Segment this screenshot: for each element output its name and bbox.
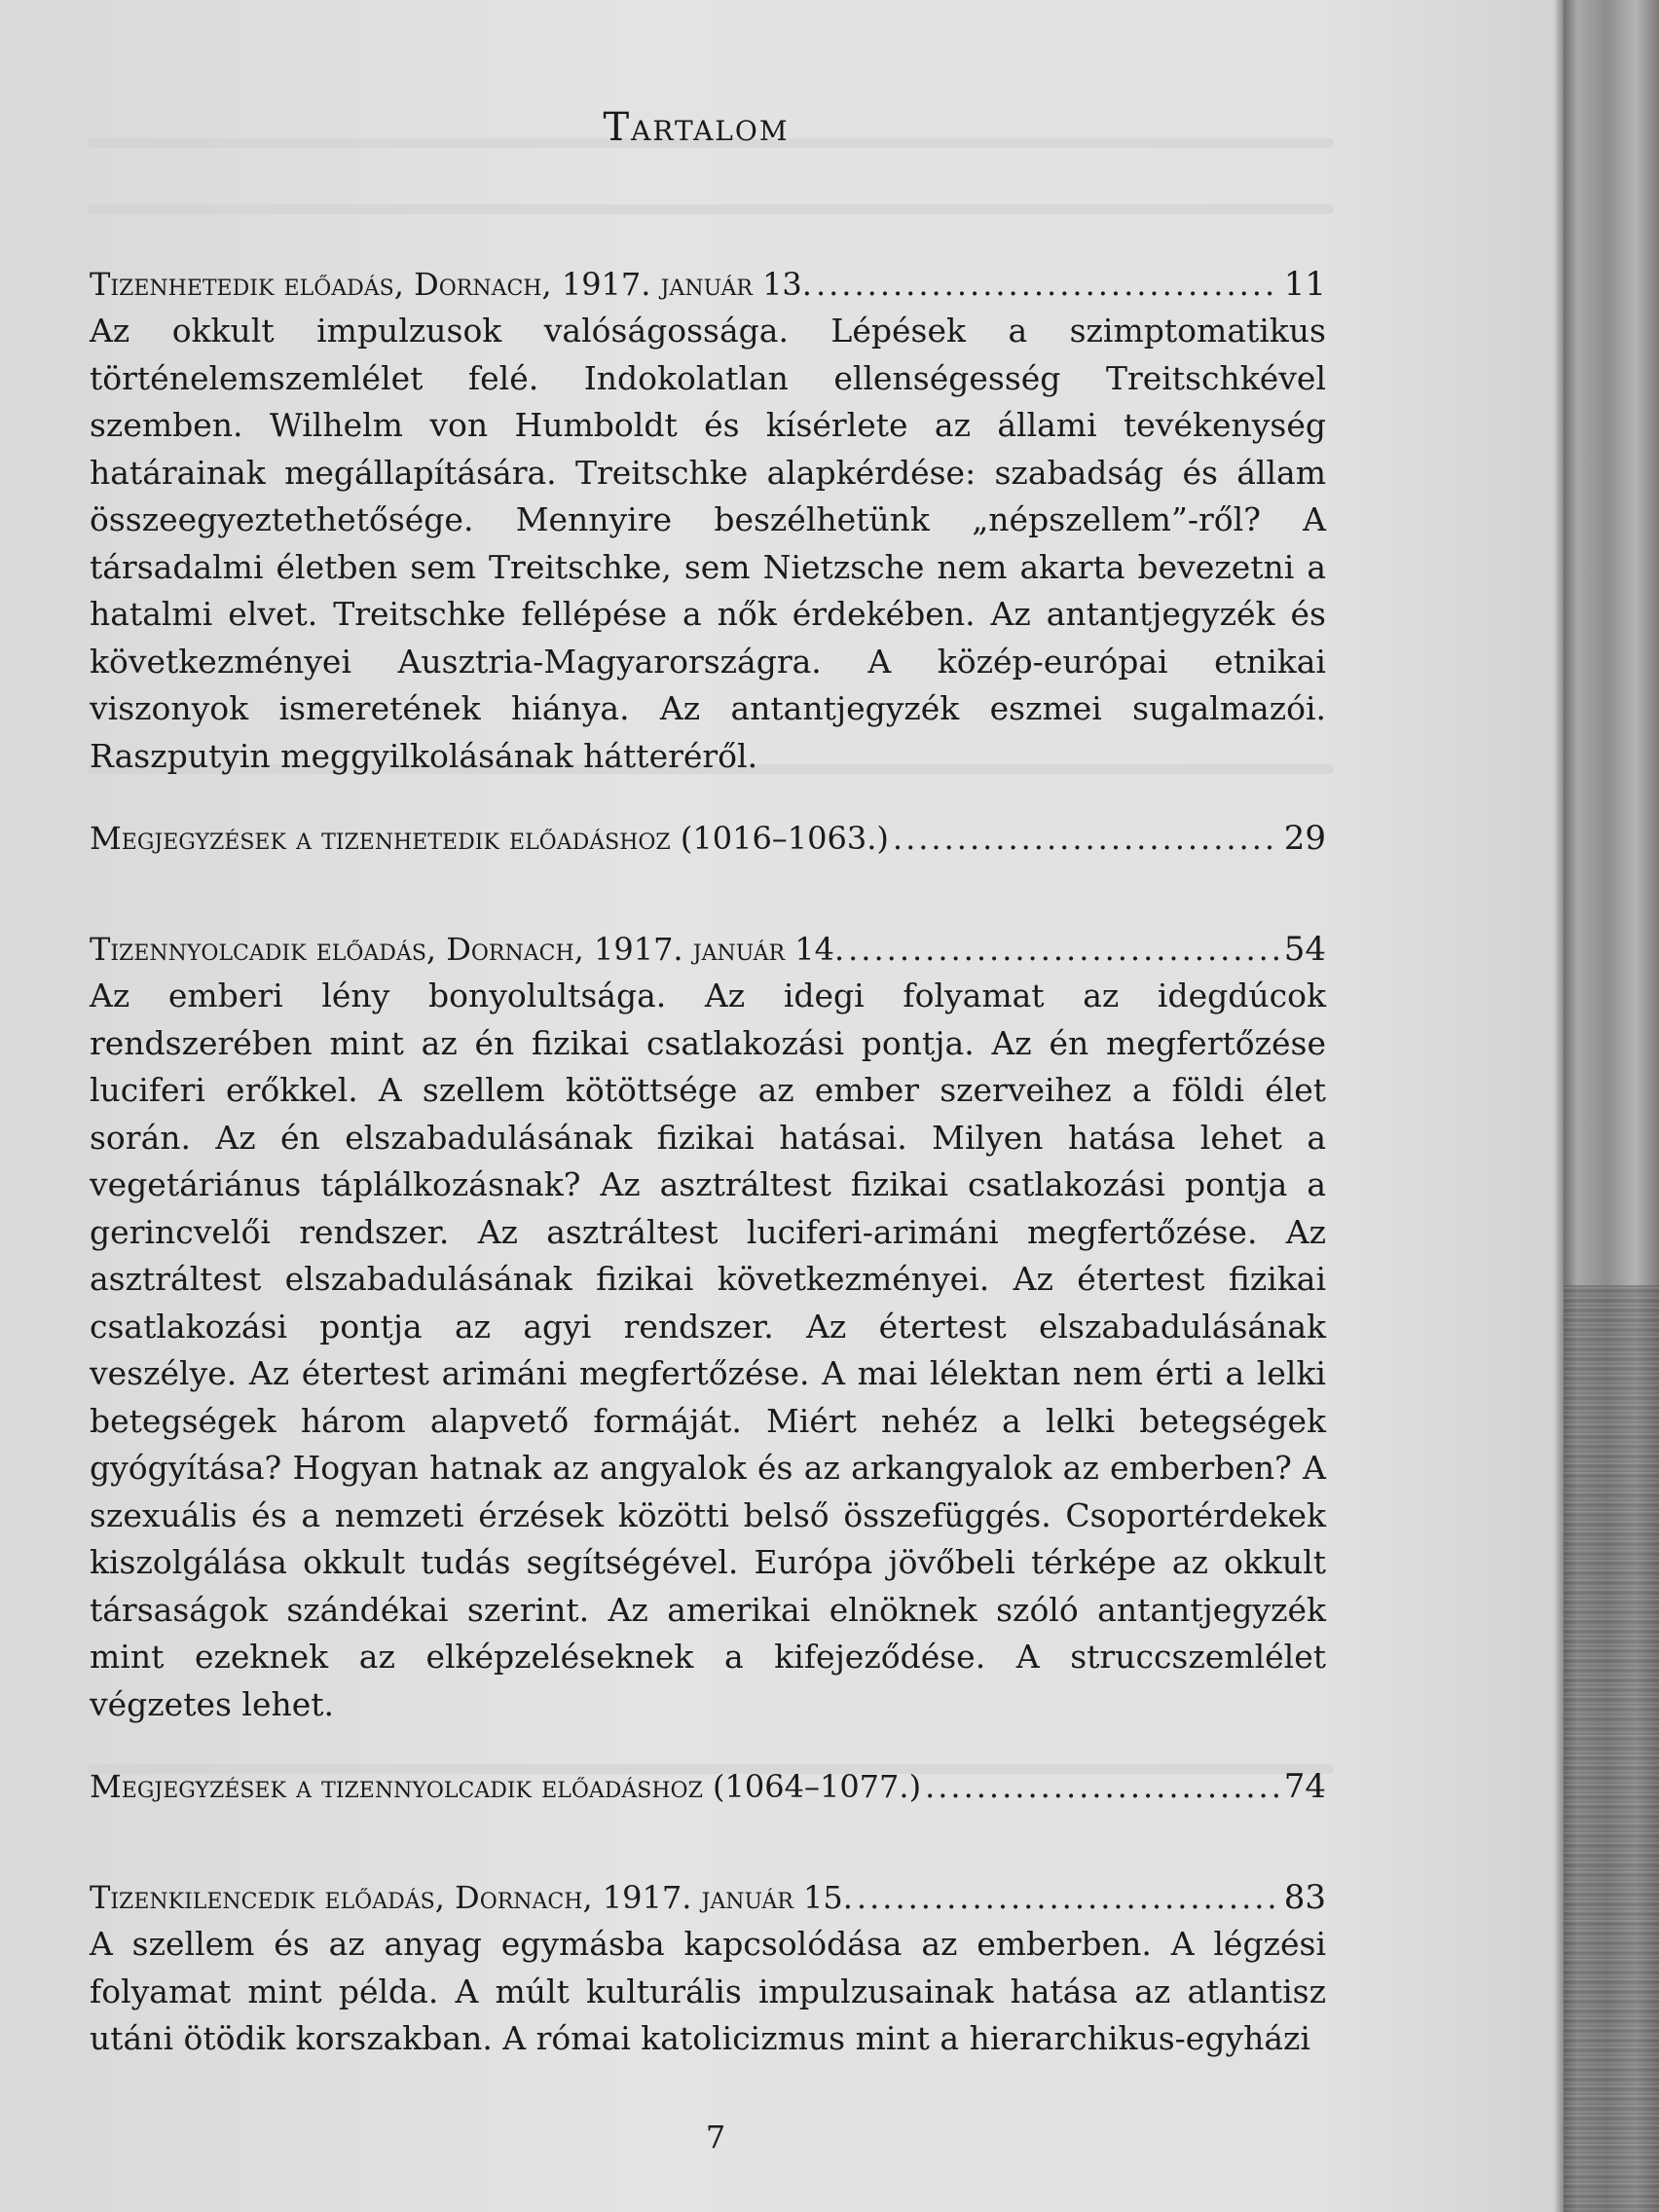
- dot-leader: [848, 926, 1280, 973]
- book-edge-texture: [1558, 1285, 1659, 2212]
- toc-entry: [90, 1763, 1326, 1810]
- toc-heading-row: [90, 1874, 1326, 1921]
- toc-heading: Tizenhetedik előadás, Dornach, 1917. január 13.: [90, 266, 812, 303]
- page-number: 7: [705, 2119, 726, 2156]
- toc-heading: Megjegyzések a tizennyolcadik előadáshoz (1064–1077.): [90, 1768, 922, 1805]
- toc-heading-row: [90, 926, 1326, 973]
- dot-leader: [893, 815, 1280, 862]
- toc-heading-row: [90, 261, 1326, 308]
- dot-leader: [925, 1763, 1280, 1810]
- toc-page-number: 83: [1283, 1878, 1326, 1917]
- toc-heading: Tizenkilencedik előadás, Dornach, 1917. január 15.: [90, 1879, 853, 1916]
- toc-entry: [90, 815, 1326, 862]
- toc-description: Az okkult impulzusok valóságossága. Lépések a szimptomatikus történelemszemlélet felé. Indokolatlan ellenségesség Treitschkével szemben. Wilhelm von Humboldt és kísérlete az állami tevékenység határainak megállapítására. Treitschke alapkérdése: szabadság és állam összeegyeztethetősége. Mennyire beszélhetünk „népszellem”-ről? A társadalmi életben sem Treitschke, sem Nietzsche nem akarta bevezetni a hatalmi elvet. Treitschke fellépése a nők érdekében. Az antantjegyzék és következményei Ausztria-Magyarországra. A közép-európai etnikai viszonyok ismeretének hiánya. Az antantjegyzék eszmei sugalmazói. Raszputyin meggyilkolásának hátteréről.: [90, 312, 1326, 775]
- toc-heading: Megjegyzések a tizenhetedik előadáshoz (1016–1063.): [90, 820, 889, 857]
- toc-entry: [90, 261, 1326, 780]
- toc-entry: [90, 926, 1326, 1728]
- table-of-contents: [90, 261, 1326, 2098]
- toc-description: A szellem és az anyag egymásba kapcsolódása az emberben. A légzési folyamat mint példa. A múlt kulturális impulzusainak hatása az atlantisz utáni ötödik korszakban. A római katolicizmus mint a hierarchikus-egyházi: [90, 1925, 1326, 2057]
- toc-heading: Tizennyolcadik előadás, Dornach, 1917. január 14.: [90, 931, 845, 968]
- toc-page-number: 54: [1283, 930, 1326, 969]
- toc-page-number: 74: [1283, 1767, 1326, 1806]
- dot-leader: [857, 1874, 1280, 1921]
- toc-description: Az emberi lény bonyolultsága. Az idegi folyamat az idegdúcok rendszerében mint az én fizikai csatlakozási pontja. Az én megfertőzése luciferi erőkkel. A szellem kötöttsége az ember szerveihez a földi élet során. Az én elszabadulásának fizikai hatásai. Milyen hatása lehet a vegetáriánus táplálkozásnak? Az asztráltest fizikai csatlakozási pontja a gerincvelői rendszer. Az asztráltest luciferi-arimáni megfertőzése. Az asztráltest elszabadulásának fizikai következményei. Az étertest fizikai csatlakozási pontja az agyi rendszer. Az étertest elszabadulásának veszélye. Az étertest arimáni megfertőzése. A mai lélektan nem érti a lelki betegségek három alapvető formáját. Miért nehéz a lelki betegségek gyógyítása? Hogyan hatnak az angyalok és az arkangyalok az emberben? A szexuális és a nemzeti érzések közötti belső összefüggés. Csoportérdekek kiszolgálása okkult tudás segítségével. Európa jövőbeli térképe az okkult társaságok szándékai szerint. Az amerikai elnöknek szóló antantjegyzék mint ezeknek az elképzeléseknek a kifejeződése. A struccszemlélet végzetes lehet.: [90, 977, 1326, 1723]
- toc-heading-row: [90, 1763, 1326, 1810]
- page-title: Tartalom: [603, 105, 790, 150]
- toc-page-number: 11: [1283, 265, 1326, 304]
- toc-page-number: 29: [1283, 819, 1326, 858]
- toc-entry: [90, 1874, 1326, 2063]
- toc-heading-row: [90, 815, 1326, 862]
- bleed-through: [88, 204, 1334, 214]
- dot-leader: [816, 261, 1280, 308]
- page-gutter-shadow: [1554, 0, 1564, 2212]
